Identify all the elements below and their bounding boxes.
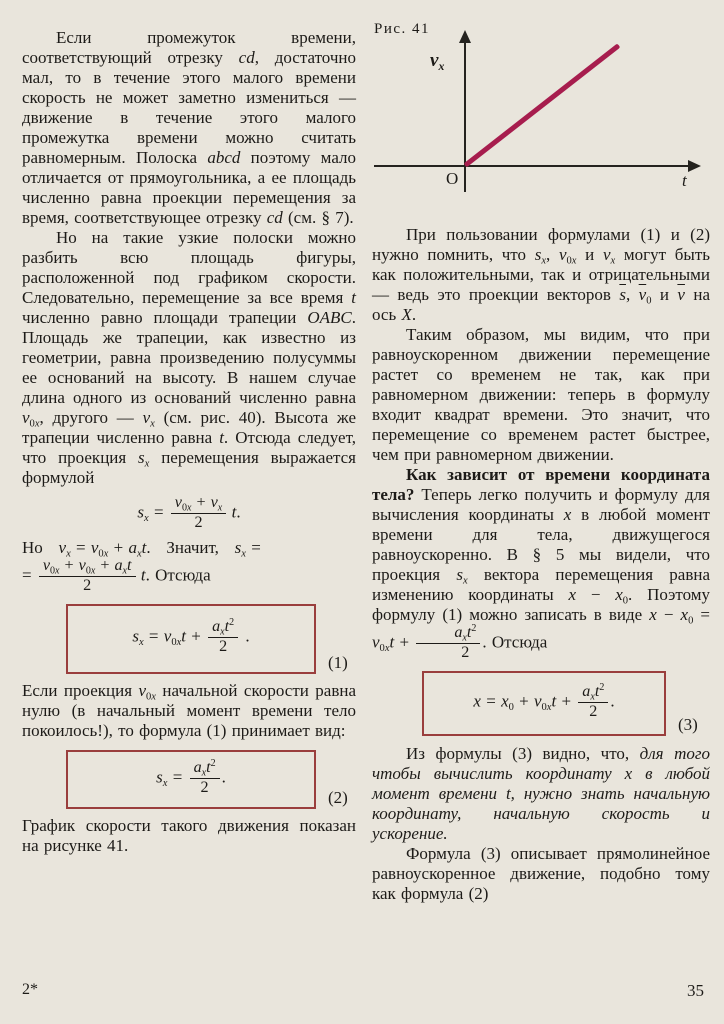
equation-3-number: (3): [678, 714, 698, 734]
velocity-line: [464, 43, 620, 167]
equation-3-box: $x = x_0 + v_{0x}t$ + $a_xt^2$ 2 .: [422, 671, 666, 736]
paragraph-formula-3-meaning: Из формулы (3) видно, что, для того чтобы вычислить координату x в любой момент времени t, нужно знать начальную координату, начальную скорость и ускорение.: [372, 743, 710, 843]
left-column: [22, 28, 356, 856]
x-axis: [374, 165, 694, 167]
right-column: [372, 225, 710, 904]
paragraph-coordinate-heading: Как зависит от времени координата тела? Теперь легко получить и формулу для вычисления координаты x в любой момент времени для тела, движущегося равноускоренно. В § 5 мы видели, что проекция $s_x$ вектора перемещения равна изменению координаты $x - x_0$. Поэтому формулу (1) можно записать в виде $x - x_0 = v_{0x}t$ + $a_xt^2$ 2 . Отсюда: [372, 465, 710, 661]
equation-2-box: $s_x$ = $a_xt^2$ 2 .: [66, 750, 316, 809]
y-axis-arrow-icon: [459, 30, 471, 43]
paragraph-sign-convention: При пользовании формулами (1) и (2) нужно помнить, что $s_x$, $v_{0x}$ и $v_x$ могут быть как положительными, так и отрицательными — ведь это проекции векторов $\overline{s}$, $\overline{v}_0$ и $\overline{v}$ на ось X.: [372, 225, 710, 324]
x-axis-label: t: [682, 171, 687, 190]
equation-1-box: $s_x = v_{0x}t$ + $a_xt^2$ 2 .: [66, 604, 316, 674]
origin-label: O: [446, 169, 459, 188]
equation-1-number: (1): [328, 652, 348, 672]
figure-41: [372, 14, 714, 212]
paragraph-quadratic-growth: Таким образом, мы видим, что при равноускоренном движении перемещение растет со временем не так, как при равномерном движении: теперь в формулу входит квадрат времени. Это значит, что перемещение со временем растет быстрее, чем при равномерном движении.: [372, 325, 710, 464]
equation-2-row: [66, 750, 356, 809]
paragraph-graph-reference: График скорости такого движения показан на рисунке 41.: [22, 815, 356, 855]
formula-trapezoid-display: $s_x$ = $\frac{v_{0x} + v_x}{2}$ t.: [137, 494, 241, 531]
page-number: 35: [687, 981, 704, 1000]
equation-3-row: [422, 671, 710, 736]
x-axis-arrow-icon: [688, 160, 701, 172]
y-axis-label: $v_x$: [430, 50, 445, 74]
paragraph-strip-approximation: Если промежуток времени, соответствующий отрезку cd, достаточно мал, то в течение этого малого времени скорость не может заметно измениться — движение в течение этого малого промежутка времени можно считать равномерным. Полоска abcd поэтому мало отличается от прямоугольника, а ее площадь численно равна проекции перемещения за время, соответствующее отрезку cd (см. § 7).: [22, 28, 356, 227]
paragraph-trapezoid-area: Но на такие узкие полоски можно разбить всю площадь фигуры, расположенной под графиком скорости. Следовательно, перемещение за все время t численно равно площади трапеции OABC. Площадь же трапеции, как известно из геометрии, равна произведению полусуммы ее оснований на высоту. В нашем случае длина одного из оснований численно равна $v_{0x}$, другого — $v_x$ (см. рис. 40). Высота же трапеции численно равна t. Отсюда следует, что проекция $s_x$ перемещения выражается формулой: [22, 228, 356, 487]
equation-1-row: [66, 604, 356, 674]
signature-mark: 2*: [22, 981, 38, 998]
figure-caption: Рис. 41: [374, 21, 431, 37]
paragraph-formula-3-describes: Формула (3) описывает прямолинейное равноускоренное движение, подобно тому как формула (2): [372, 843, 710, 903]
paragraph-substitution: Но $v_x = v_{0x} + a_xt$. Значит, $s_x$ = = $v_{0x} + v_{0x} + a_xt$ 2 t. Отсюда: [22, 537, 261, 594]
equation-2-number: (2): [328, 787, 348, 807]
paragraph-zero-initial-velocity: Если проекция $v_{0x}$ начальной скорости равна нулю (в начальный момент времени тело покоилось!), то формула (1) принимает вид:: [22, 680, 356, 740]
y-axis: [464, 40, 466, 192]
